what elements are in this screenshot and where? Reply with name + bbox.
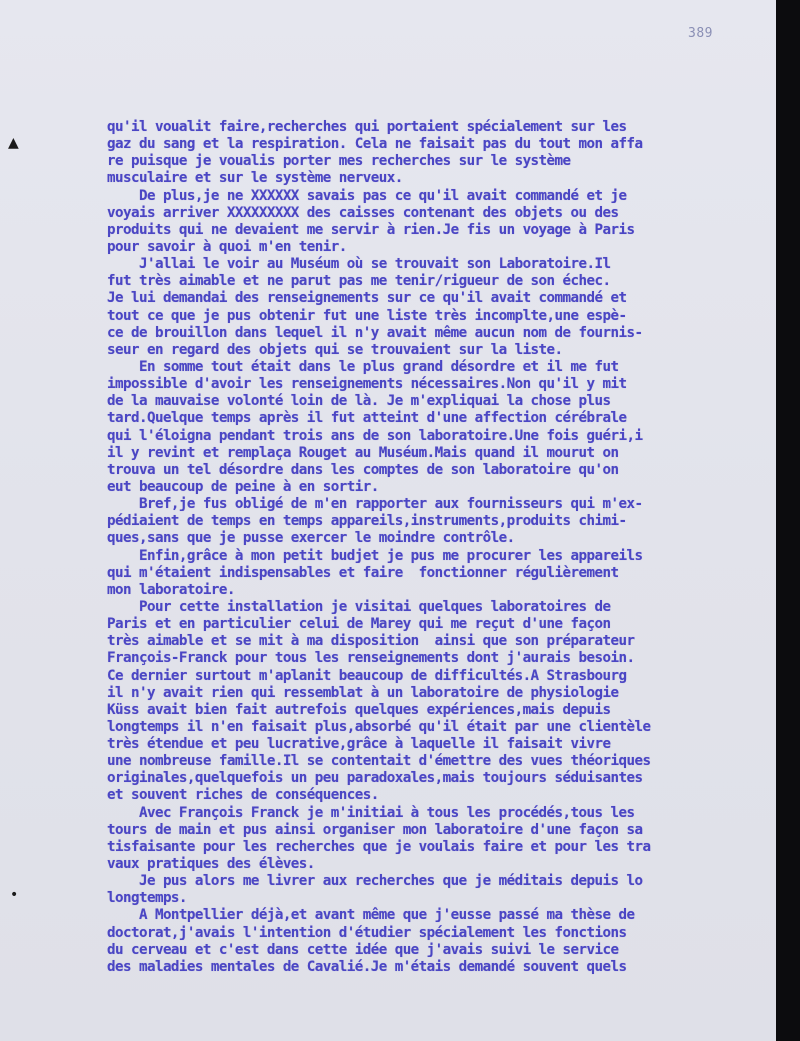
text-line: fut très aimable et ne parut pas me tenir/rigueur de son échec. xyxy=(107,273,611,290)
text-line: tout ce que je pus obtenir fut une liste très incomplte,une espè- xyxy=(107,307,627,324)
text-line: mon laboratoire. xyxy=(107,581,235,598)
text-line: Enfin,grâce à mon petit budjet je pus me procurer les appareils xyxy=(107,547,643,564)
text-line: pour savoir à quoi m'en tenir. xyxy=(107,238,347,255)
text-line: il y revint et remplaça Rouget au Muséum.Mais quand il mourut on xyxy=(107,444,619,461)
text-line: Paris et en particulier celui de Marey qui me reçut d'une façon xyxy=(107,616,611,633)
text-line: originales,quelquefois un peu paradoxales,mais toujours séduisantes xyxy=(107,770,643,787)
text-line: Pour cette installation je visitai quelques laboratoires de xyxy=(107,598,611,615)
text-line: re puisque je voualis porter mes recherches sur le système xyxy=(107,153,571,170)
text-line: tours de main et pus ainsi organiser mon laboratoire d'une façon sa xyxy=(107,821,643,838)
text-line: Je pus alors me livrer aux recherches que je méditais depuis lo xyxy=(107,873,643,890)
typed-body-text xyxy=(107,119,776,976)
text-line: longtemps. xyxy=(107,890,187,907)
text-line: des maladies mentales de Cavalié.Je m'étais demandé souvent quels xyxy=(107,958,627,975)
text-line: gaz du sang et la respiration. Cela ne faisait pas du tout mon affa xyxy=(107,136,643,153)
text-line: ce de brouillon dans lequel il n'y avait même aucun nom de fournis- xyxy=(107,324,643,341)
margin-mark-bottom: • xyxy=(10,887,19,903)
text-line: J'allai le voir au Muséum où se trouvait son Laboratoire.Il xyxy=(107,256,611,273)
text-line: A Montpellier déjà,et avant même que j'eusse passé ma thèse de xyxy=(107,907,635,924)
text-line: vaux pratiques des élèves. xyxy=(107,856,315,873)
text-line: longtemps il n'en faisait plus,absorbé qu'il était par une clientèle xyxy=(107,718,651,735)
text-line: De plus,je ne XXXXXX savais pas ce qu'il avait commandé et je xyxy=(107,187,627,204)
text-line: Küss avait bien fait autrefois quelques expériences,mais depuis xyxy=(107,701,611,718)
text-line: pédiaient de temps en temps appareils,instruments,produits chimi- xyxy=(107,513,627,530)
text-line: une nombreuse famille.Il se contentait d'émettre des vues théoriques xyxy=(107,753,651,770)
text-line: impossible d'avoir les renseignements nécessaires.Non qu'il y mit xyxy=(107,376,627,393)
text-line: Ce dernier surtout m'aplanit beaucoup de difficultés.A Strasbourg xyxy=(107,667,627,684)
text-line: ques,sans que je pusse exercer le moindre contrôle. xyxy=(107,530,515,547)
text-line: du cerveau et c'est dans cette idée que j'avais suivi le service xyxy=(107,941,619,958)
text-line: En somme tout était dans le plus grand désordre et il me fut xyxy=(107,358,619,375)
text-line: trouva un tel désordre dans les comptes de son laboratoire qu'on xyxy=(107,461,619,478)
text-line: très étendue et peu lucrative,grâce à laquelle il faisait vivre xyxy=(107,736,611,753)
text-line: doctorat,j'avais l'intention d'étudier spécialement les fonctions xyxy=(107,924,627,941)
text-line: qu'il voualit faire,recherches qui portaient spécialement sur les xyxy=(107,119,627,135)
text-line: voyais arriver XXXXXXXXX des caisses contenant des objets ou des xyxy=(107,204,619,221)
text-line: qui m'étaient indispensables et faire fonctionner régulièrement xyxy=(107,564,619,581)
text-line: il n'y avait rien qui ressemblat à un laboratoire de physiologie xyxy=(107,684,619,701)
text-line: produits qui ne devaient me servir à rien.Je fis un voyage à Paris xyxy=(107,221,635,238)
text-line: Bref,je fus obligé de m'en rapporter aux fournisseurs qui m'ex- xyxy=(107,496,643,513)
text-line: Je lui demandai des renseignements sur ce qu'il avait commandé et xyxy=(107,290,627,307)
text-line: tard.Quelque temps après il fut atteint d'une affection cérébrale xyxy=(107,410,627,427)
text-line: musculaire et sur le système nerveux. xyxy=(107,170,403,187)
text-line: seur en regard des objets qui se trouvaient sur la liste. xyxy=(107,341,563,358)
text-line: de la mauvaise volonté loin de là. Je m'expliquai la chose plus xyxy=(107,393,611,410)
text-line: tisfaisante pour les recherches que je voulais faire et pour les tra xyxy=(107,838,651,855)
text-line: François-Franck pour tous les renseignements dont j'aurais besoin. xyxy=(107,650,635,667)
text-line: qui l'éloigna pendant trois ans de son laboratoire.Une fois guéri,i xyxy=(107,427,643,444)
page-number: 389 xyxy=(688,26,713,41)
margin-mark-top: ▲ xyxy=(8,135,19,151)
text-line: et souvent riches de conséquences. xyxy=(107,787,379,804)
text-line: Avec François Franck je m'initiai à tous les procédés,tous les xyxy=(107,804,635,821)
text-line: eut beaucoup de peine à en sortir. xyxy=(107,478,379,495)
text-line: très aimable et se mit à ma disposition ainsi que son préparateur xyxy=(107,633,635,650)
scan-border xyxy=(776,0,800,1041)
